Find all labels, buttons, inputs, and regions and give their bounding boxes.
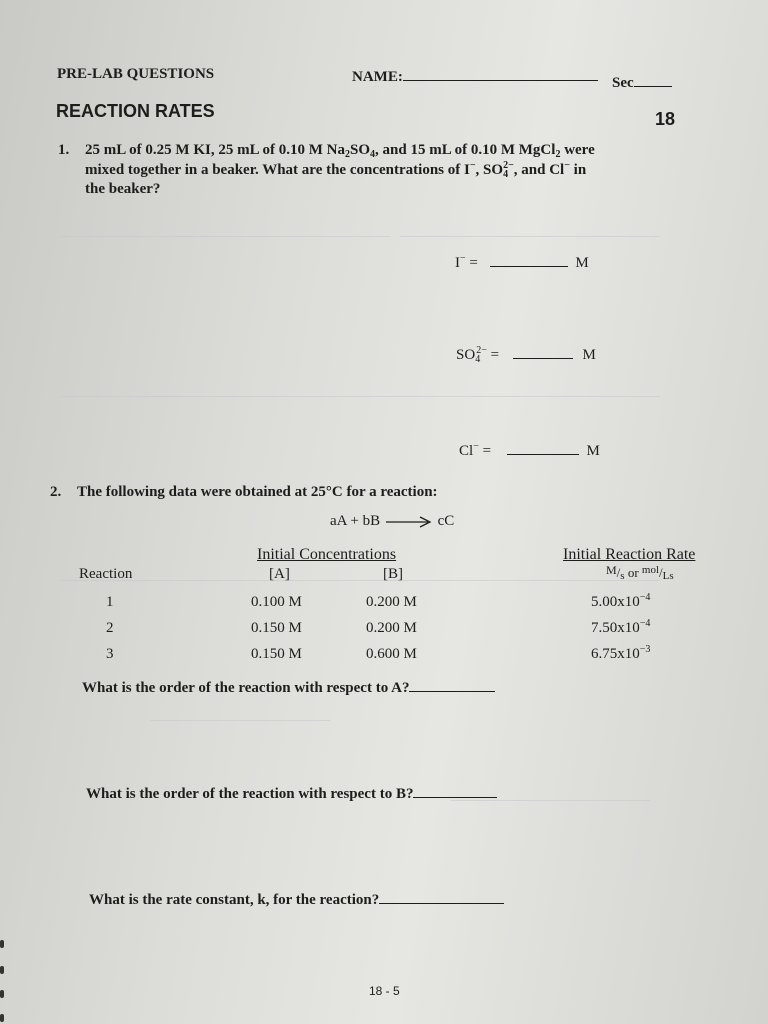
rate-constant-question: What is the rate constant, k, for the reaction?	[89, 892, 504, 909]
order-b-question: What is the order of the reaction with respect to B?	[86, 786, 497, 803]
answer-iodide: I− = M	[455, 253, 589, 271]
binder-mark	[0, 966, 4, 974]
chloride-blank[interactable]	[507, 454, 579, 455]
row-rate: $7.50x10^{-4}$	[591, 618, 651, 636]
rate-header: Initial Reaction Rate	[563, 546, 696, 563]
section-label: Sec	[612, 75, 634, 91]
page-footer-number: 18 - 5	[369, 984, 400, 998]
row-reaction: 1	[106, 594, 114, 610]
q1-line1: 25 mL of 0.25 M KI, 25 mL of 0.10 M $Na_2SO_4$, and 15 mL of 0.10 M MgCl$_2$ were	[85, 142, 595, 160]
row-rate: $5.00x10^{-4}$	[591, 592, 651, 610]
row-reaction: 3	[106, 646, 114, 662]
row-conc-b: 0.200 M	[366, 594, 417, 610]
name-blank[interactable]	[403, 80, 598, 81]
row-conc-a: 0.150 M	[251, 646, 302, 662]
answer-chloride: Cl− = M	[459, 441, 600, 459]
name-label: NAME:	[352, 69, 403, 85]
initial-conc-header: Initial Concentrations	[257, 546, 397, 563]
rate-constant-blank[interactable]	[379, 903, 504, 904]
row-conc-b: 0.200 M	[366, 620, 417, 636]
q2-number: 2.	[50, 484, 62, 500]
col-reaction-header: Reaction	[79, 566, 133, 582]
order-b-blank[interactable]	[413, 797, 497, 798]
sulfate-blank[interactable]	[513, 358, 573, 359]
q1-number: 1.	[58, 142, 70, 158]
order-a-question: What is the order of the reaction with respect to A?	[82, 680, 495, 697]
answer-sulfate: $SO_4^{2-} = M$	[456, 345, 596, 365]
q2-intro: The following data were obtained at 25°C for a reaction:	[77, 484, 438, 500]
binder-mark	[0, 1014, 4, 1022]
col-a-header: [A]	[269, 566, 290, 582]
binder-mark	[0, 990, 4, 998]
section-field[interactable]	[612, 75, 672, 92]
header-label: PRE-LAB QUESTIONS	[57, 66, 215, 82]
binder-mark	[0, 940, 4, 948]
row-conc-a: 0.100 M	[251, 594, 302, 610]
page-title: REACTION RATES	[56, 101, 215, 121]
chapter-number: 18	[655, 109, 676, 129]
arrow-icon	[384, 516, 434, 528]
order-a-blank[interactable]	[409, 691, 495, 692]
iodide-blank[interactable]	[490, 266, 568, 267]
row-rate: $6.75x10^{-3}$	[591, 644, 651, 662]
col-b-header: [B]	[383, 566, 403, 582]
q1-line3: the beaker?	[85, 181, 161, 197]
row-conc-b: 0.600 M	[366, 646, 417, 662]
section-blank[interactable]	[634, 86, 672, 87]
reaction-equation: aA + bB cC	[330, 513, 455, 529]
rate-units: M/s or $^{mol}$/Ls	[606, 563, 674, 582]
q1-line2: mixed together in a beaker. What are the concentrations of I−, $SO_4^{2-}$, and Cl− in	[85, 160, 587, 180]
row-reaction: 2	[106, 620, 114, 636]
name-field[interactable]	[352, 69, 598, 86]
row-conc-a: 0.150 M	[251, 620, 302, 636]
